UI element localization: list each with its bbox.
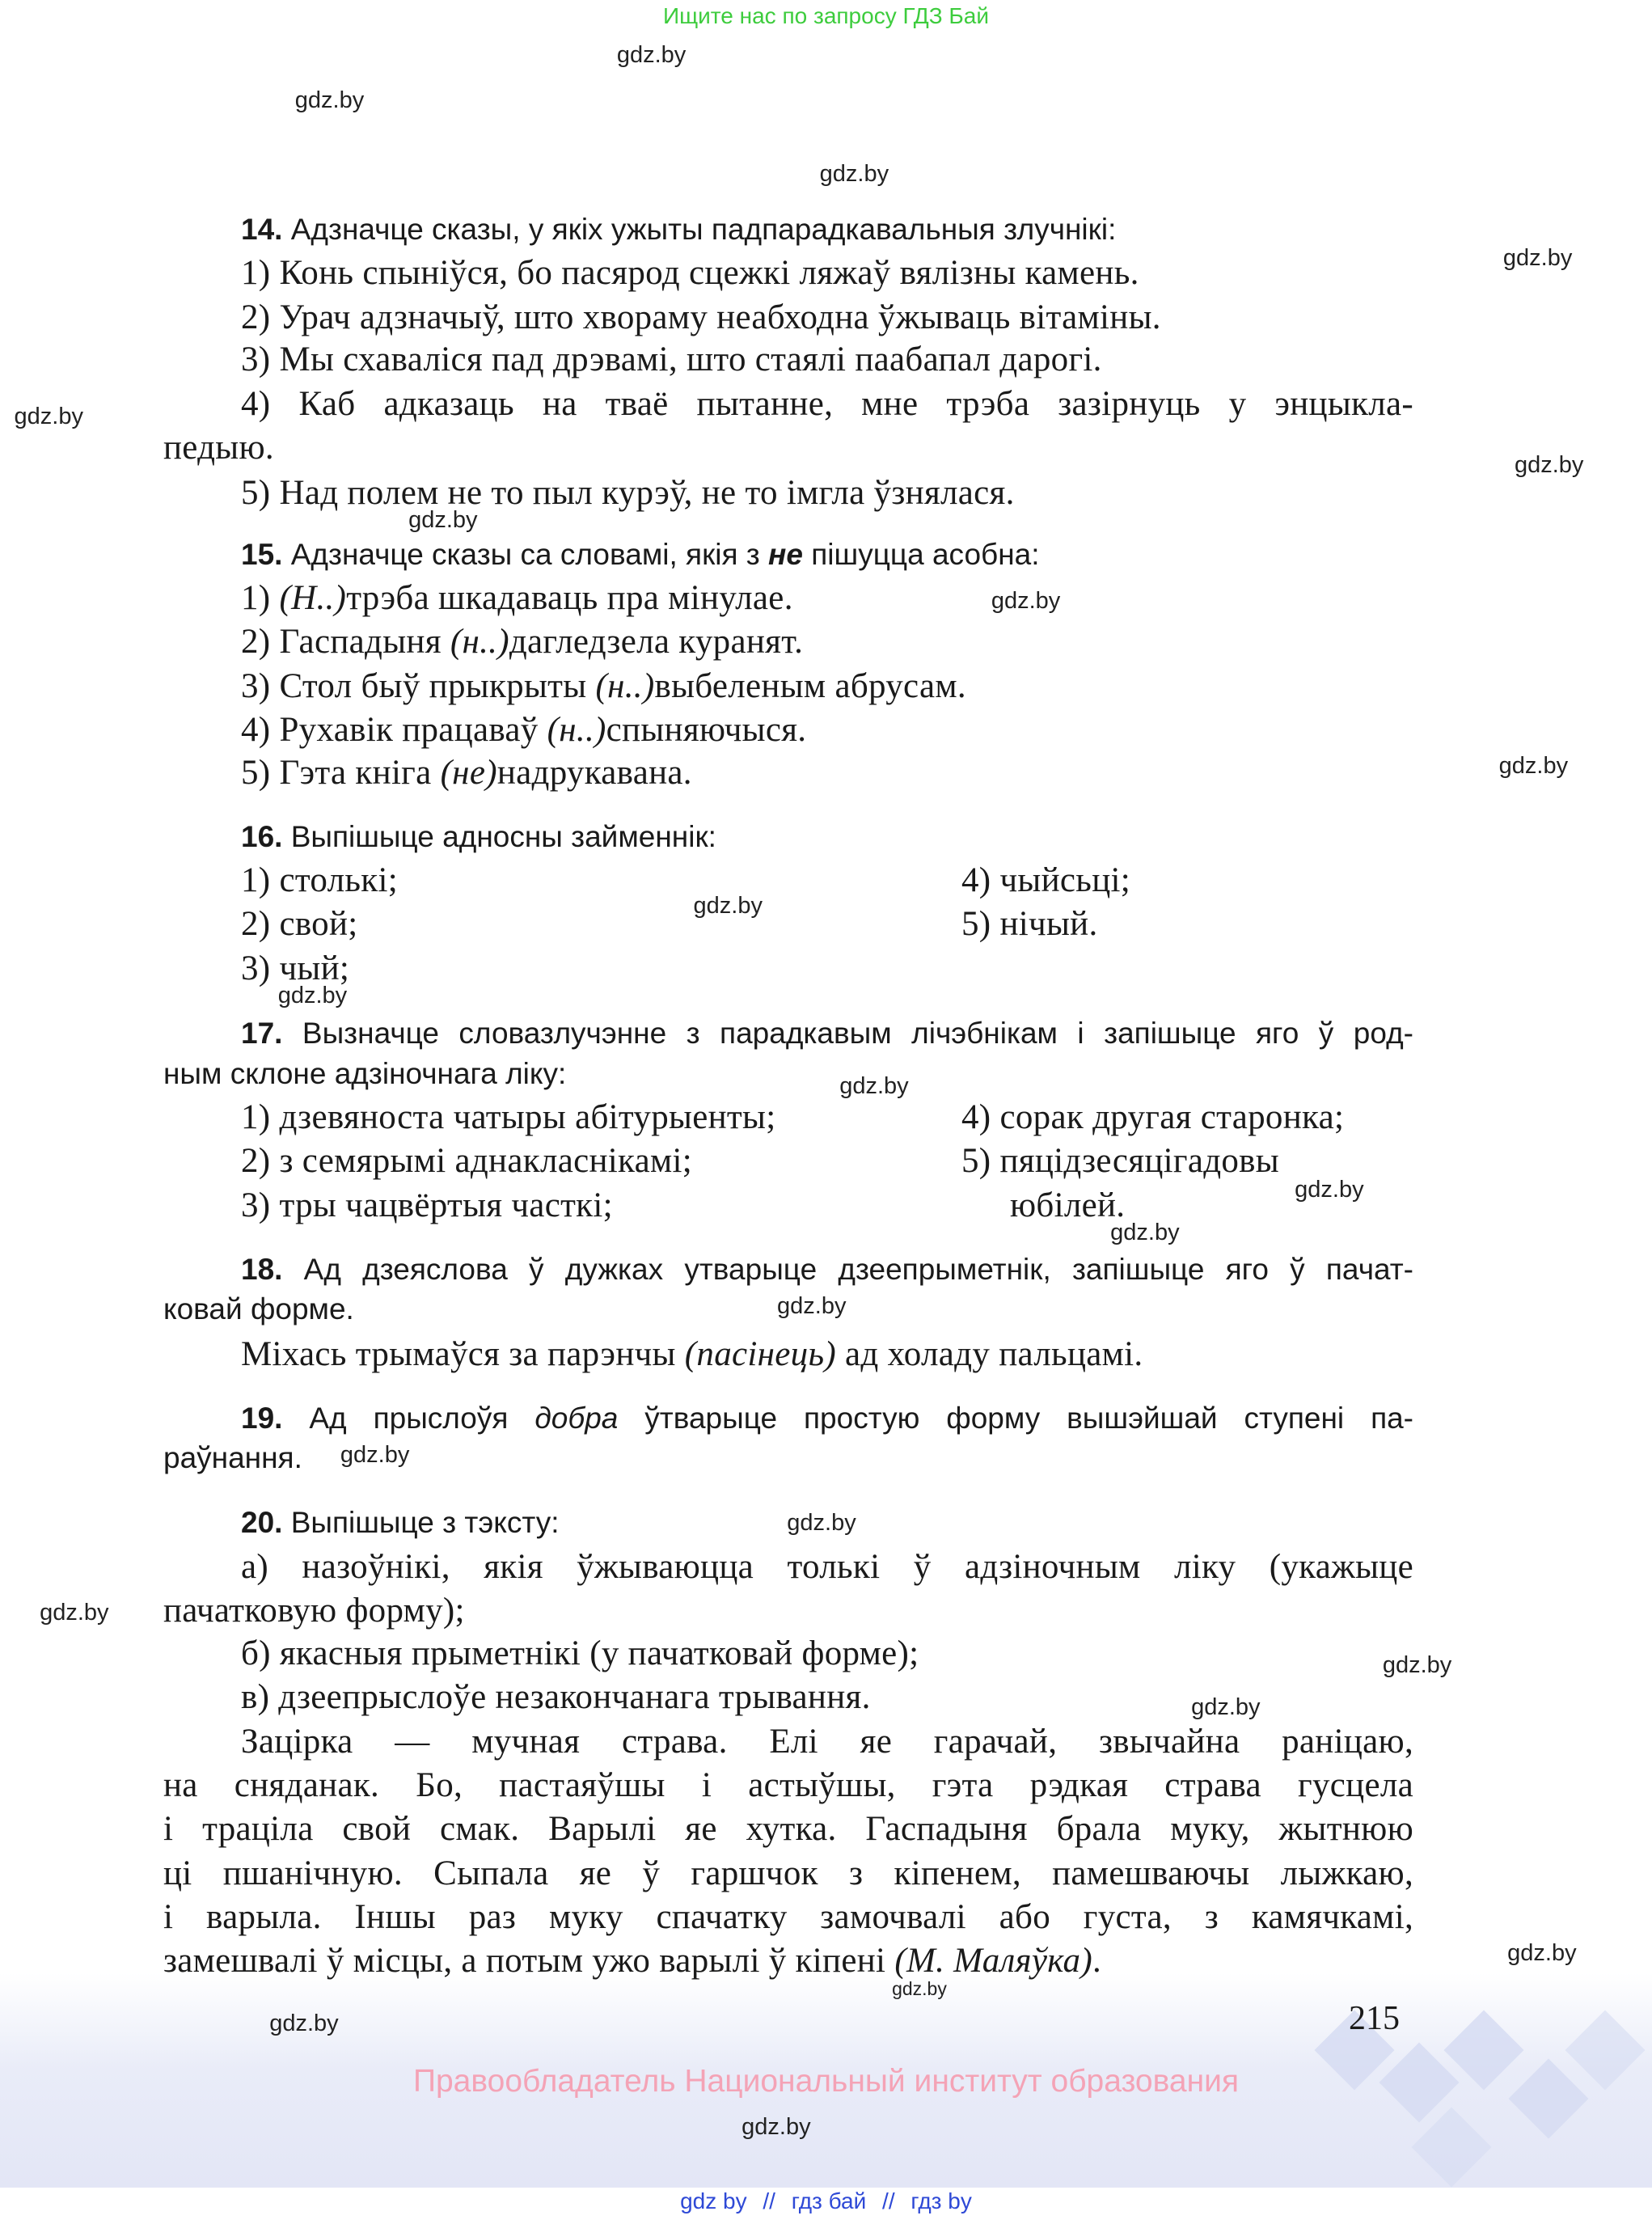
text-line [241,471,1015,515]
watermark-gdz: gdz.by [1502,244,1573,271]
bottom-links [0,2188,1652,2214]
text-segment: на сняданак. Бо, пастаяўшы і астыўшы, гэта рэдкая страва гусцела [163,1765,1413,1804]
watermark-gdz: gdz.by [1498,752,1569,779]
text-segment: в) дзеепрыслоўе незакончанага трывання. [241,1678,871,1717]
text-line [163,1896,1413,1939]
text-line [241,296,1161,340]
watermark-gdz: gdz.by [294,87,365,114]
emphasis-text: (не) [440,753,497,792]
text-segment: і варыла. Іншы раз муку спачатку замочвалі або густа, з камячкамі, [163,1898,1413,1936]
text-segment: 1) столькі; [241,861,398,900]
text-segment: 4) сорак другая старонка; [961,1097,1345,1136]
text-segment: педыю. [163,429,274,467]
text-segment: Міхась трымаўся за парэнчы [241,1334,685,1373]
text-segment: 1) дзевяноста чатыры абітурыенты; [241,1097,776,1136]
text-line [241,1545,1413,1589]
text-line [163,1589,465,1633]
text-segment: 3) Мы схаваліся пад дрэвамі, што стаялі паабапал дарогі. [241,340,1102,379]
text-line [241,665,966,708]
text-line [241,1720,1413,1764]
text-line [241,252,1139,295]
text-segment: Ад прыслоўя [282,1401,535,1435]
watermark-gdz: gdz.by [741,2114,811,2141]
watermark-gdz: gdz.by [1110,1219,1180,1245]
text-line [1010,1184,1125,1228]
emphasis-text: (н..) [595,666,655,705]
text-line [241,1397,1413,1440]
watermark-gdz: gdz.by [14,404,83,430]
text-line [163,1764,1413,1808]
text-segment: Зацірка — мучная страва. Елі яе гарачай, звычайна раніцаю, [241,1722,1413,1761]
watermark-gdz: gdz.by [616,42,687,69]
text-segment: ад холаду пальцамі. [835,1334,1143,1373]
text-line [241,383,1413,426]
emphasis-text: (н..) [450,623,509,662]
text-line [163,1808,1413,1851]
text-segment: спыняючыся. [606,711,807,750]
text-line [241,859,398,903]
watermark-gdz: gdz.by [991,588,1061,615]
text-segment: ўтварыце простую форму вышэйшай ступені па- [618,1401,1414,1435]
exercise-number: 15. [241,537,283,571]
text-segment: 3) чый; [241,949,350,987]
text-line [163,426,274,470]
text-line [241,1676,871,1719]
text-segment: 2) Урач адзначыў, што хвораму неабходна ўжываць вітаміны. [241,298,1161,336]
watermark-gdz: gdz.by [892,1977,947,1999]
text-segment: Ад дзеяслова ў дужках утварыце дзеепрыметнік, запішыце яго ў пачат- [282,1252,1413,1286]
watermark-gdz: gdz.by [693,893,763,920]
text-segment: замешвалі ў місцы, а потым ужо варылі ў кіпені [163,1942,895,1981]
watermark-gdz: gdz.by [269,2010,339,2037]
text-line [163,1852,1413,1896]
text-segment: юбілей. [1010,1186,1126,1224]
text-segment: дагледзела куранят. [509,623,804,662]
text-line [163,1939,1101,1983]
text-segment: ным склоне адзіночнага ліку: [163,1056,567,1090]
separator: // [763,2188,775,2213]
link-gdz-bai[interactable]: гдз бай [791,2188,867,2213]
text-segment: і траціла свой смак. Варылі яе хутка. Гаспадыня брала муку, жытнюю [163,1810,1413,1849]
text-segment: Адзначце сказы са словамі, якія з [282,537,769,571]
page-number: 215 [1349,2000,1400,2037]
text-segment: ці пшанічную. Сыпала яе ў гаршчок з кіпенем, памешваючы лыжкаю, [163,1854,1413,1892]
text-segment: 2) свой; [241,905,358,944]
text-segment: 3) тры чацвёртыя часткі; [241,1186,613,1224]
text-segment: надрукавана. [496,753,692,792]
text-line [241,577,793,620]
text-line [163,1436,302,1480]
watermark-gdz: gdz.by [839,1073,909,1100]
watermark-gdz: gdz.by [1507,1939,1577,1966]
watermark-gdz: gdz.by [40,1599,109,1626]
text-line [241,1333,1143,1376]
link-gdz-by[interactable]: gdz by [680,2188,747,2213]
text-segment: 5) Гэта кніга [241,753,441,792]
separator: // [882,2188,895,2213]
watermark-gdz: gdz.by [1191,1694,1261,1721]
text-line [241,620,803,664]
text-line [241,1632,919,1676]
text-line [961,859,1130,903]
watermark-gdz: gdz.by [408,507,478,534]
text-line [163,1287,354,1331]
text-segment: 5) пяцідзесяцігадовы [961,1142,1279,1181]
text-segment: а) назоўнікі, якія ўжываюцца толькі ў адзіночным ліку (укажыце [241,1547,1413,1586]
text-line [241,1139,692,1183]
text-segment: выбеленым абрусам. [654,666,966,705]
exercise-number: 17. [241,1017,283,1051]
exercise-number: 20. [241,1506,283,1540]
watermark-gdz: gdz.by [277,982,348,1008]
text-segment: Выпішыце з тэксту: [282,1506,560,1540]
text-segment: 1) [241,579,280,618]
text-segment: Выпішыце адносны займеннік: [282,819,716,853]
text-segment: 5) Над полем не то пыл курэў, не то імгла ўзнялася. [241,474,1015,513]
text-segment: б) якасныя прыметнікі (у пачатковай форме); [241,1634,919,1672]
text-segment: 2) з семярымі аднакласнікамі; [241,1142,692,1181]
text-line [961,1096,1344,1139]
emphasis-text: (Н..) [279,579,347,618]
text-line [241,1012,1413,1055]
text-line [241,751,692,795]
watermark-gdz: gdz.by [1514,451,1584,478]
text-line [241,1501,559,1545]
watermark-gdz: gdz.by [777,1292,847,1319]
text-line [241,533,1040,577]
watermark-gdz: gdz.by [787,1510,856,1537]
text-segment: 1) Конь спыніўся, бо пасярод сцежкі ляжаў вялізны камень. [241,254,1139,293]
text-segment: Вызначце словазлучэнне з парадкавым лічэбнікам і запішыце яго ў род- [282,1017,1413,1051]
watermark-gdz: gdz.by [1382,1651,1452,1678]
text-line [241,208,1116,252]
text-segment: трэба шкадаваць пра мінулае. [346,579,793,618]
text-segment: 3) Стол быў прыкрыты [241,666,596,705]
text-segment: ковай форме. [163,1292,354,1326]
text-segment: . [1092,1942,1102,1981]
exercise-number: 16. [241,819,283,853]
emphasis-text: не [768,537,803,571]
text-line [241,903,358,946]
text-segment: 4) Рухавік працаваў [241,711,547,750]
text-segment: раўнання. [163,1440,302,1474]
text-line [163,1052,566,1096]
link-gdz-by-2[interactable]: гдз by [911,2188,972,2213]
text-segment: 4) чыйсьці; [961,861,1130,900]
text-segment: 2) Гаспадыня [241,623,450,662]
text-line [241,338,1102,382]
watermark-gdz: gdz.by [340,1442,410,1469]
emphasis-text: (М. Маляўка) [894,1942,1092,1981]
text-segment: 4) Каб адказаць на тваё пытанне, мне трэба зазірнуць у энцыкла- [241,384,1413,423]
exercise-number: 18. [241,1252,283,1286]
emphasis-text: (пасінець) [684,1334,836,1373]
text-segment: 5) нічый. [961,905,1098,944]
emphasis-text: добра [534,1401,619,1435]
text-line [241,1184,613,1228]
text-line [961,903,1098,946]
copyright-notice: Правообладатель Национальный институт образования [412,2064,1240,2099]
emphasis-text: (н..) [547,711,606,750]
text-line [241,1248,1413,1292]
text-line [241,815,716,859]
watermark-gdz: gdz.by [819,161,889,188]
text-segment: пішуцца асобна: [802,537,1040,571]
exercise-number: 19. [241,1401,283,1435]
text-line [961,1139,1279,1183]
text-line [241,1096,775,1139]
text-segment: пачатковую форму); [163,1592,465,1630]
text-line [241,708,806,752]
exercise-number: 14. [241,213,283,247]
text-segment: Адзначце сказы, у якіх ужыты падпарадкавальныя злучнікі: [282,213,1117,247]
watermark-gdz: gdz.by [1295,1177,1364,1203]
search-banner[interactable]: Ищите нас по запросу ГДЗ Бай [662,3,990,28]
